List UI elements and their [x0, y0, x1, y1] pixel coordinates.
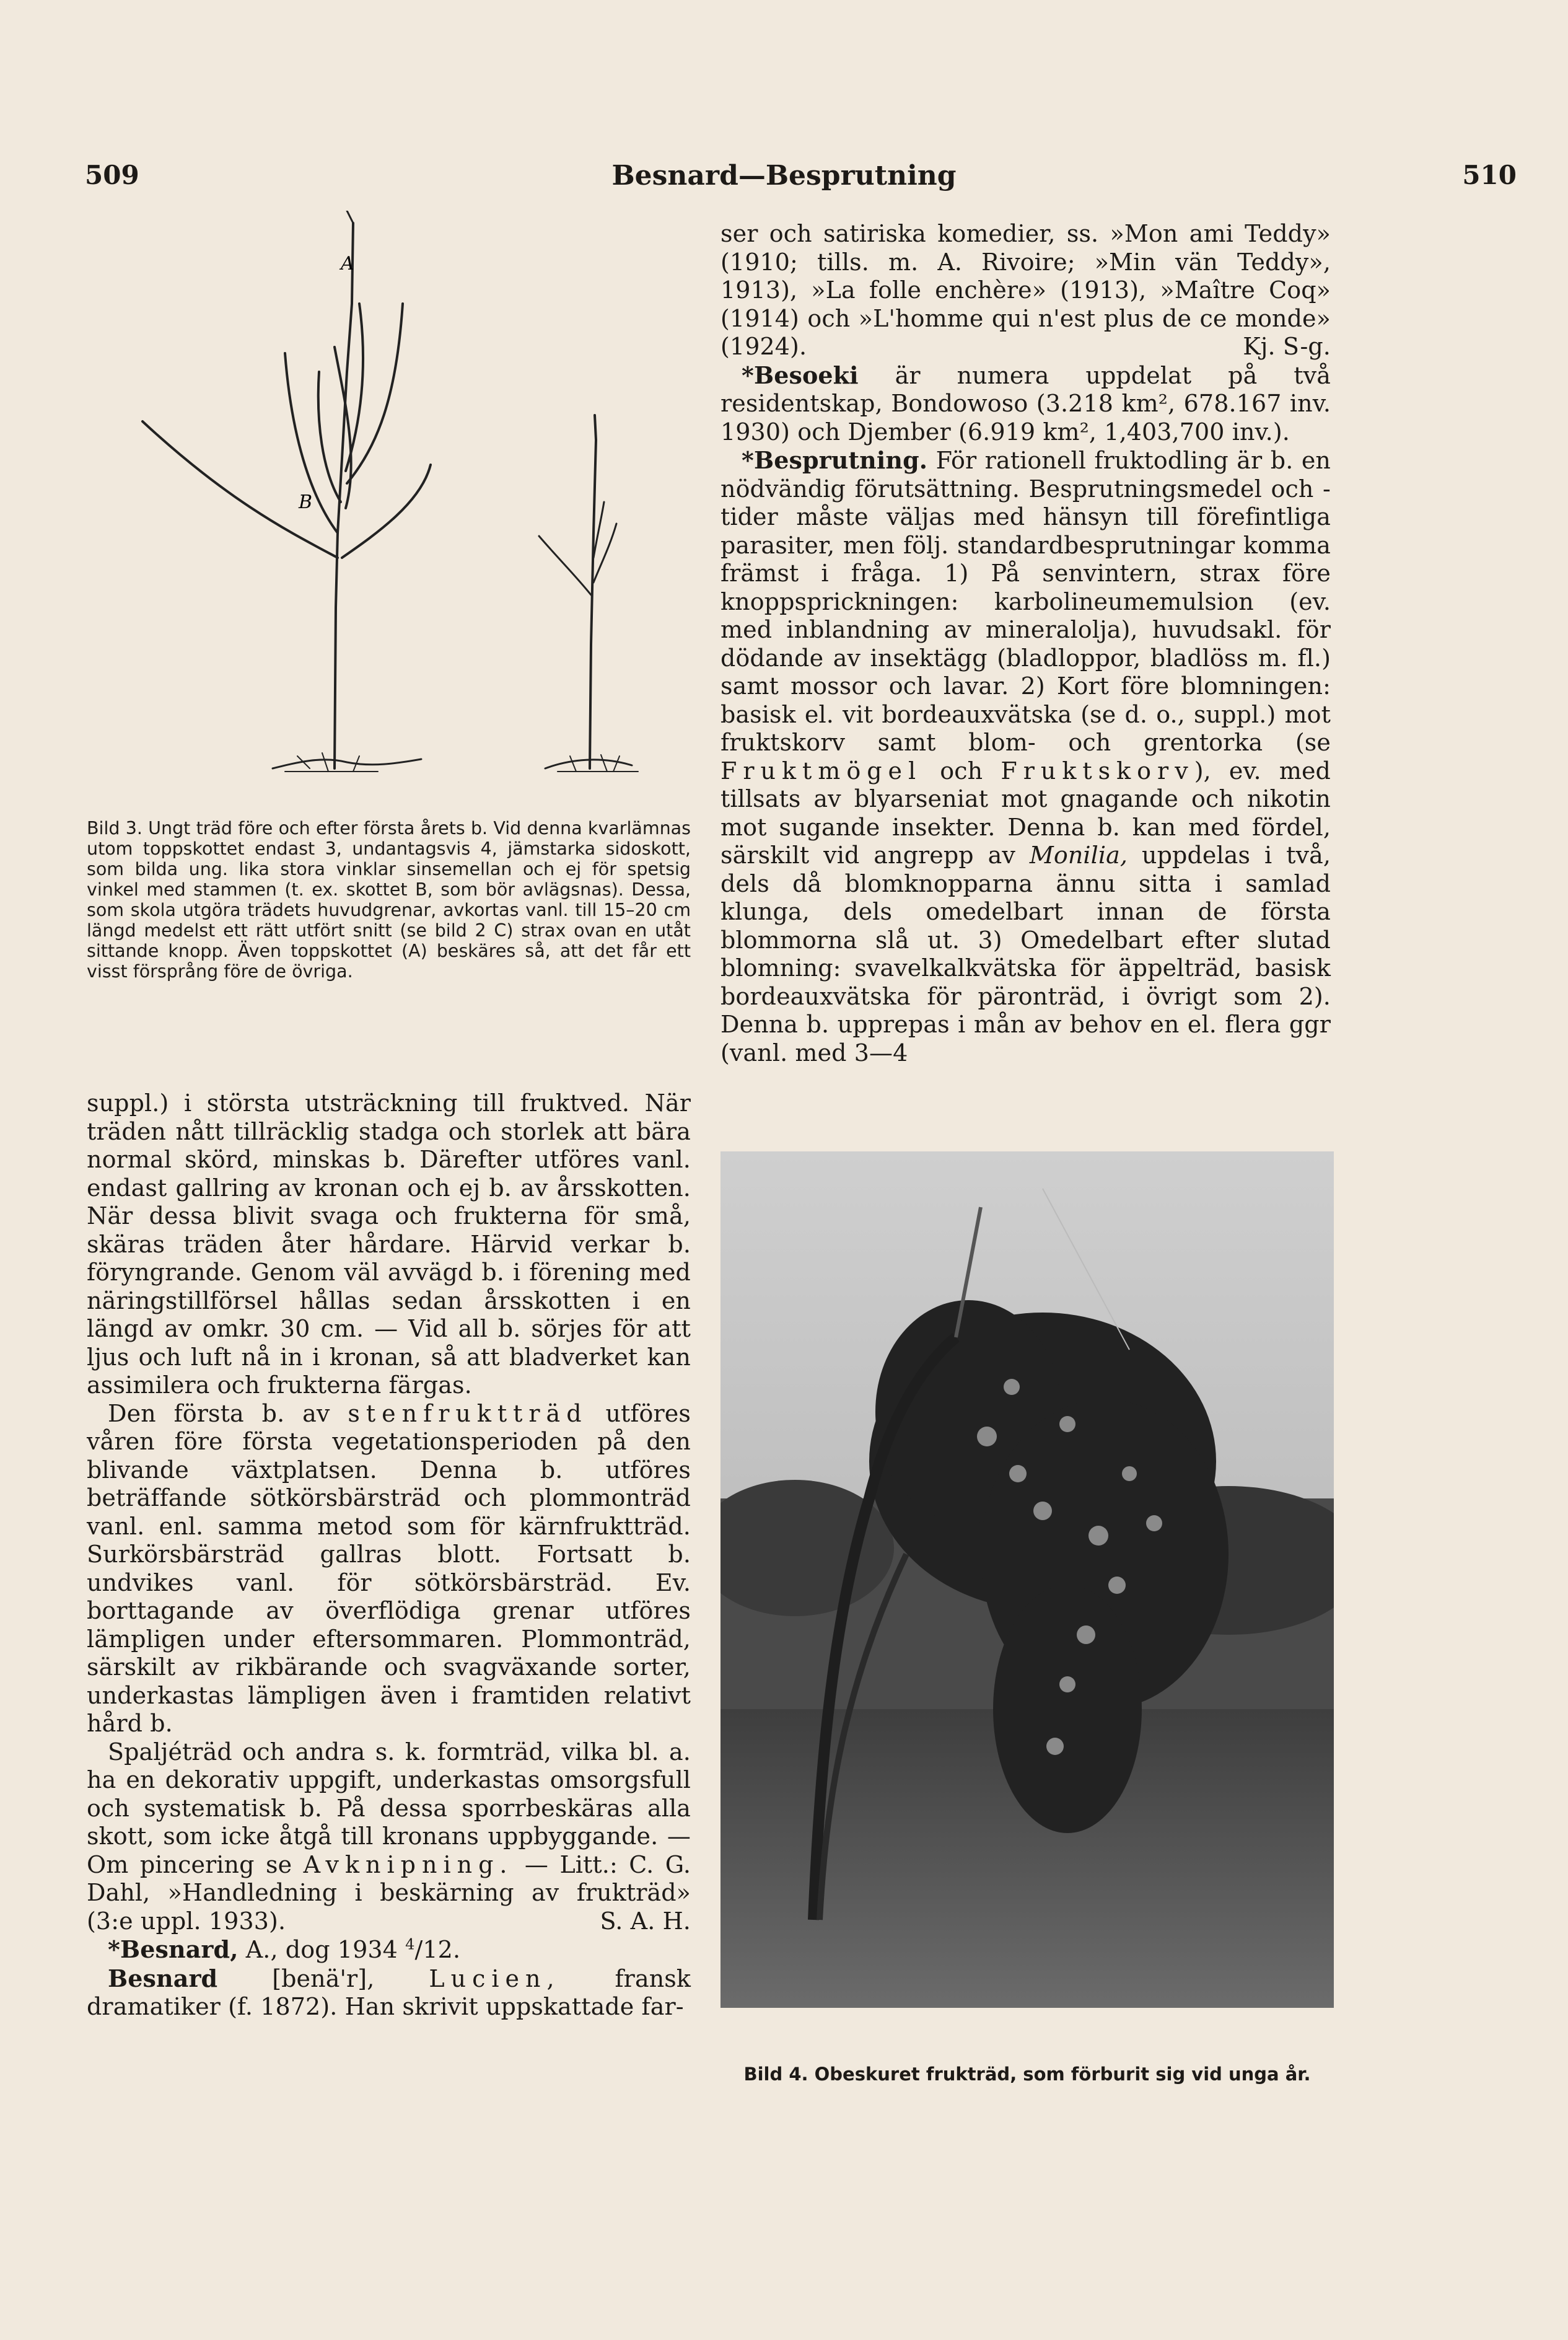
paragraph: *Besnard, A., dog 1934 $^4$/12.: [108, 1935, 461, 1963]
running-title: Besnard—Besprutning: [611, 160, 957, 191]
paragraph: Spaljéträd och andra s. k. formträd, vilka bl. a. ha en dekorativ uppgift, underkastas omsorgsfull och systematisk b. På dessa sporrbeskäras alla skott, som icke åtgå till kronans uppbyggande. — Om pincering se Avknipning. — Litt.: C. G. Dahl, »Handledning i beskärning av frukträd» (3:e uppl. 1933). S. A. H.: [87, 1738, 691, 1935]
left-column-text: [87, 1089, 691, 2021]
paragraph: Besnard [benä'r], Lucien, fransk dramatiker (f. 1872). Han skrivit uppskattade far-: [87, 1964, 691, 2020]
page-number-left: 509: [85, 160, 139, 190]
right-column-text: [720, 220, 1331, 1067]
label-b: B: [299, 491, 313, 513]
paragraph: *Besoeki är numera uppdelat på två residentskap, Bondowoso (3.218 km², 678.167 inv. 1930) och Djember (6.919 km², 1,403,700 inv.).: [720, 361, 1331, 446]
paragraph: Den första b. av stenfruktträd utföres våren före första vegetationsperioden på den blivande växtplatsen. Denna b. utföres beträffande sötkörsbärsträd och plommonträd vanl. enl. samma metod som för kärnfruktträd. Surkörsbärsträd gallras blott. Fortsatt b. undvikes vanl. för sötkörsbärsträd. Ev. borttagande av överflödiga grenar utföres lämpligen under eftersommaren. Plommonträd, särskilt av rikbärande och svagväxande sorter, underkastas lämpligen även i framtiden relativt hård b.: [87, 1399, 691, 1737]
figure-4-photo: [720, 1151, 1334, 2008]
author-signature: Kj. S-g.: [1243, 333, 1331, 360]
figure-3: [87, 211, 691, 812]
paragraph: suppl.) i största utsträckning till fruktved. När träden nått tillräcklig stadga och storlek att bära normal skörd, minskas b. Därefter utföres vanl. endast gallring av kronan och ej b. av årsskotten. När dessa blivit svaga och frukterna för små, skäras träden åter hårdare. Härvid verkar b. föryngrande. Genom väl avvägd b. i förening med näringstillförsel hållas sedan årsskotten i en längd av omkr. 30 cm. — Vid all b. sörjes för att ljus och luft nå in i kronan, så att bladverket kan assimilera och frukterna färgas.: [87, 1089, 691, 1399]
paragraph: ser och satiriska komedier, ss. »Mon ami Teddy» (1910; tills. m. A. Rivoire; »Min vän Teddy», 1913), »La folle enchère» (1913), »Maître Coq» (1914) och »L'homme qui n'est plus de ce monde» (1924). Kj. S-g.: [720, 220, 1331, 360]
fruit-tree-photo: [720, 1151, 1334, 2008]
tree-trunk-pruned: [590, 415, 596, 768]
figure-4-caption: Bild 4. Obeskuret frukträd, som förburit sig vid unga år.: [743, 2064, 1311, 2085]
author-signature: S. A. H.: [600, 1907, 691, 1935]
young-tree-drawing: [87, 211, 691, 812]
figure-3-caption: Bild 3. Ungt träd före och efter första årets b. Vid denna kvarlämnas utom toppskottet endast 3, undantagsvis 4, jämstarka sidoskott, som bilda ung. lika stora vinklar sinsemellan och ej för spetsig vinkel med stammen (t. ex. skottet B, som bör avlägsnas). Dessa, som skola utgöra trädets huvudgrenar, avkortas vanl. till 15–20 cm längd medelst ett rätt utfört snitt (se bild 2 C) strax ovan en utåt sittande knopp. Även toppskottet (A) beskäres så, att det får ett visst försprång före de övriga.: [87, 818, 691, 982]
label-a: A: [341, 253, 354, 275]
paragraph: *Besprutning. För rationell fruktodling är b. en nödvändig förutsättning. Besprutningsmedel och -tider måste väljas med hänsyn till förefintliga parasiter, men följ. standardbesprutningar komma främst i fråga. 1) På senvintern, strax före knoppsprickningen: karbolineumemulsion (ev. med inblandning av mineralolja), huvudsakl. för dödande av insektägg (bladloppor, bladlöss m. fl.) samt mossor och lavar. 2) Kort före blomningen: basisk el. vit bordeauxvätska (se d. o., suppl.) mot fruktskorv samt blom- och grentorka (se Fruktmögel och Fruktskorv), ev. med tillsats av blyarseniat mot gnagande och nikotin mot sugande insekter. Denna b. kan med fördel, särskilt vid angrepp av Monilia, uppdelas i två, dels då blomknopparna ännu sitta i samlad klunga, dels omedelbart innan de första blommorna slå ut. 3) Omedelbart efter slutad blomning: svavelkalkvätska för äppelträd, basisk bordeauxvätska för päronträd, i övrigt som 2). Denna b. upprepas i mån av behov en el. flera ggr (vanl. med 3—4: [720, 446, 1331, 1067]
page-number-right: 510: [1462, 160, 1517, 190]
